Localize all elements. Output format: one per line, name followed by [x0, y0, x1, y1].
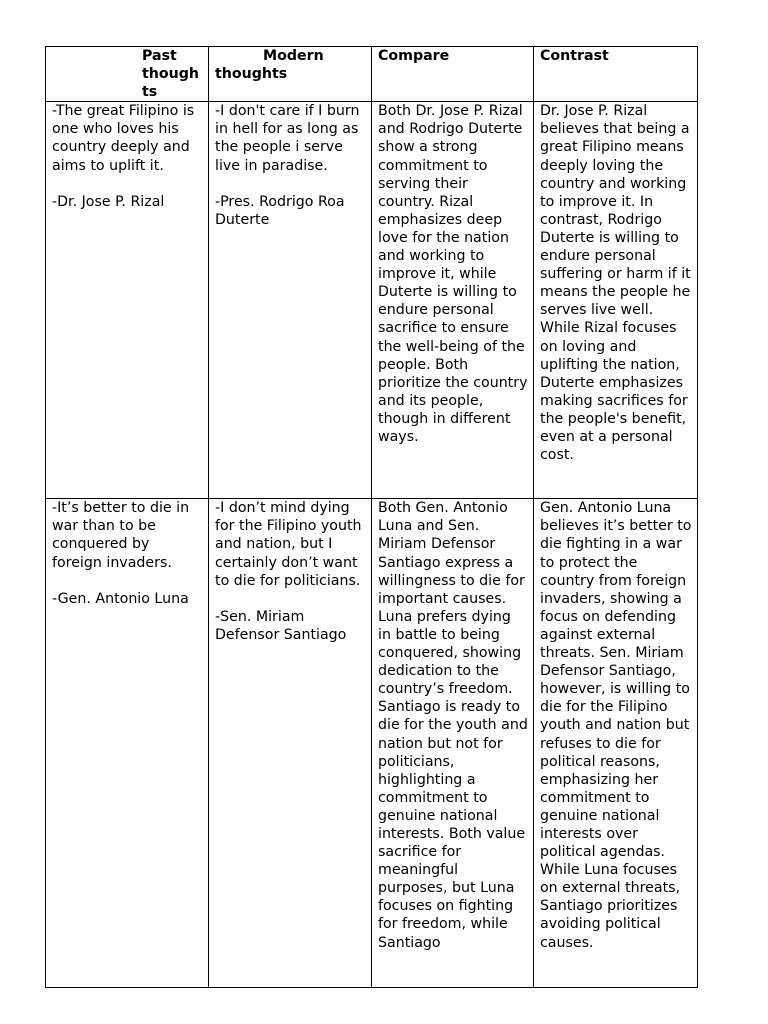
modern-quote: -I don’t mind dying for the Filipino youth and nation, but I certainly don’t want to die for politicians.	[215, 500, 362, 589]
header-modern-thoughts	[209, 47, 372, 102]
table-row	[46, 499, 698, 988]
past-author: -Gen. Antonio Luna	[52, 590, 189, 607]
compare-text: Both Dr. Jose P. Rizal and Rodrigo Duterte show a strong commitment to serving their country. Rizal emphasizes deep love for the nation and working to improve it, while Duterte is willing to endure personal sacrifice to ensure the well-being of the people. Both prioritize the country and its people, though in different ways.	[378, 103, 528, 445]
modern-thought-cell	[209, 102, 372, 499]
past-quote: -The great Filipino is one who loves his country deeply and aims to uplift it.	[52, 103, 195, 174]
past-author: -Dr. Jose P. Rizal	[52, 193, 165, 210]
compare-cell	[372, 499, 534, 988]
past-thought-cell	[46, 499, 209, 988]
header-compare: Compare	[372, 47, 534, 102]
contrast-text: Dr. Jose P. Rizal believes that being a great Filipino means deeply loving the country and working to improve it. In contrast, Rodrigo Duterte is willing to endure personal suffering or harm if it means the people he serves live well. While Rizal focuses on loving and uplifting the nation, Duterte emphasizes making sacrifices for the people's benefit, even at a personal cost.	[540, 103, 691, 464]
past-quote: -It’s better to die in war than to be conquered by foreign invaders.	[52, 500, 190, 571]
header-modern-line2: thoughts	[215, 66, 288, 83]
header-past-thoughts	[46, 47, 209, 102]
modern-author: -Pres. Rodrigo Roa Duterte	[215, 193, 345, 228]
table-row	[46, 102, 698, 499]
compare-cell	[372, 102, 534, 499]
contrast-text: Gen. Antonio Luna believes it’s better to die fighting in a war to protect the country from foreign invaders, showing a focus on defending against external threats. Sen. Miriam Defensor Santiago, however, is willing to die for the Filipino youth and nation but refuses to die for political reasons, emphasizing her commitment to genuine national interests over political agendas. While Luna focuses on external threats, Santiago prioritizes avoiding political causes.	[540, 500, 692, 951]
modern-thought-cell	[209, 499, 372, 988]
table-header-row	[46, 47, 698, 102]
header-past-line2: thoughts	[142, 66, 199, 101]
modern-quote: -I don't care if I burn in hell for as long as the people i serve live in paradise.	[215, 103, 360, 174]
header-modern-line1: Modern	[263, 48, 324, 64]
modern-author: -Sen. Miriam Defensor Santiago	[215, 608, 347, 643]
contrast-cell	[534, 499, 698, 988]
header-past-line1: Past	[142, 48, 177, 64]
compare-text: Both Gen. Antonio Luna and Sen. Miriam Defensor Santiago express a willingness to die for important causes. Luna prefers dying in battle to being conquered, showing dedication to the country’s freedom. Santiago is ready to die for the youth and nation but not for politicians, highlighting a commitment to genuine national interests. Both value sacrifice for meaningful purposes, but Luna focuses on fighting for freedom, while Santiago	[378, 500, 528, 951]
comparison-table	[45, 46, 698, 988]
contrast-cell	[534, 102, 698, 499]
header-contrast: Contrast	[534, 47, 698, 102]
past-thought-cell	[46, 102, 209, 499]
